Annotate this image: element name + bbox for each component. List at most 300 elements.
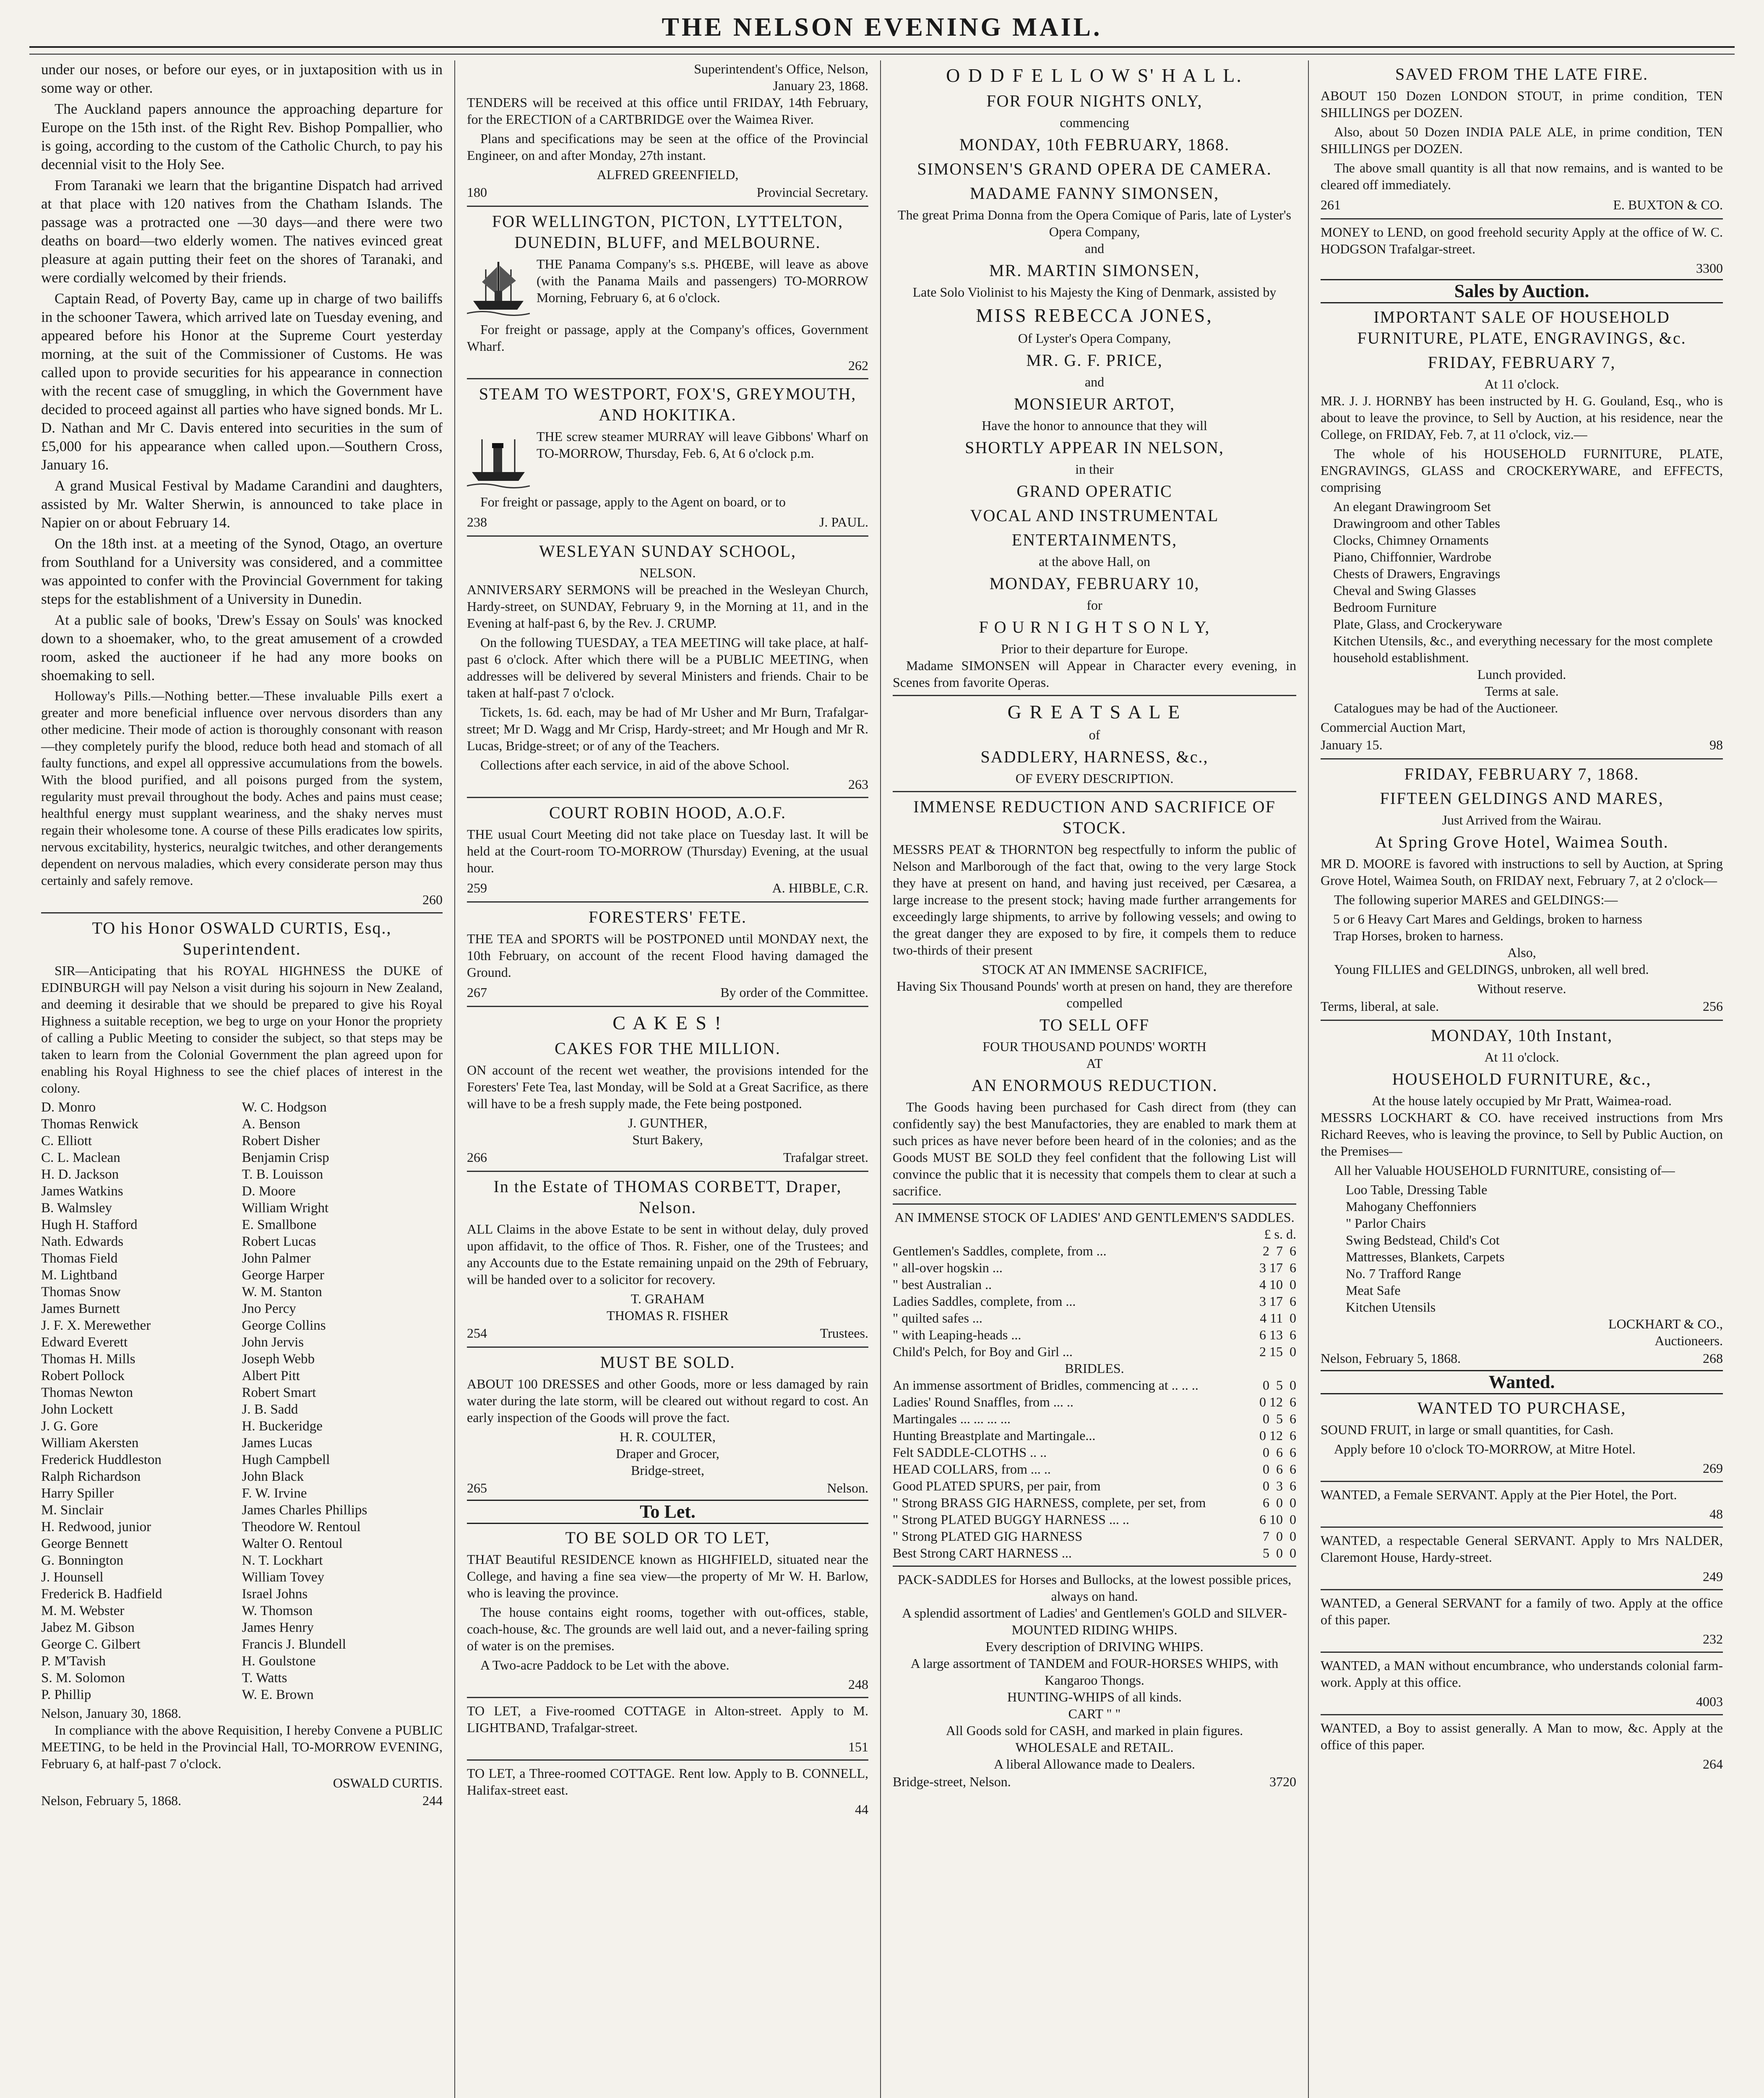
monday-heading: HOUSEHOLD FURNITURE, &c.,	[1392, 1070, 1652, 1088]
geldings-body-2: The following superior MARES and GELDINGS:—	[1334, 892, 1618, 907]
tender-meta	[467, 183, 868, 201]
price-value: 2 7 6	[1263, 1243, 1296, 1258]
divider	[1321, 1714, 1723, 1715]
divider	[893, 1203, 1296, 1205]
steamer-body-2: For freight or passage, apply to the Agent on board, or to	[480, 494, 786, 509]
signatory-name: Albert Pitt	[242, 1368, 300, 1383]
advert-number: 151	[848, 1739, 868, 1754]
steamer-meta	[467, 513, 868, 531]
wanted-advert: WANTED, a respectable General SERVANT. Apply to Mrs NALDER, Claremont House, Hardy-street.	[1321, 1533, 1723, 1565]
monday-sub: At the house lately occupied by Mr Pratt, Waimea-road.	[1372, 1093, 1672, 1108]
divider	[1321, 758, 1723, 759]
oddfellows-heading: O D D F E L L O W S' H A L L.	[946, 65, 1243, 86]
price-item: Gentlemen's Saddles, complete, from ...	[893, 1243, 1107, 1258]
advert-number: 269	[1703, 1461, 1723, 1476]
driving-whips: Every description of DRIVING WHIPS.	[985, 1639, 1204, 1654]
fire-meta	[1321, 196, 1723, 214]
signature-date: Nelson, February 5, 1868.	[41, 1793, 182, 1808]
advert-number: 264	[1703, 1756, 1723, 1772]
wanted-advert: WANTED, a General SERVANT for a family of two. Apply at the office of this paper.	[1321, 1595, 1723, 1627]
cakes-address: Trafalgar street.	[783, 1150, 868, 1165]
auction-mart-date: January 15.	[1321, 737, 1383, 752]
court-meta	[467, 879, 868, 897]
fire-heading: SAVED FROM THE LATE FIRE.	[1395, 65, 1649, 84]
requisition-body: SIR—Anticipating that his ROYAL HIGHNESS the DUKE of EDINBURGH will pay Nelson a visit during his sojourn in New Zealand, and deeming it desirable that we should be prepared to give his Royal Highness a suitable reception, we beg to urge on your Honor the propriety of calling a Public Meeting to consider the subject, so that steps may be taken to learn from the Colonial Government the plan agreed upon for enabling his Royal Highness to see the chief places of interest in the colony.	[41, 963, 443, 1096]
concert-line: F O U R N I G H T S O N L Y,	[979, 618, 1210, 637]
divider	[467, 797, 868, 798]
price-row	[893, 1545, 1296, 1561]
divider	[41, 912, 443, 913]
estate-heading: In the Estate of THOMAS CORBETT, Draper, Nelson.	[493, 1177, 842, 1217]
sale-body-2: The Goods having been purchased for Cash direct from (they can confidently say) the best Manufactories, they are enabled to mark them at such prices as have never before been heard of in the colonies; and as the Goods MUST BE SOLD they feel confident that the following List will convince the public that it is necessity that compels them to clear at such a sacrifice.	[893, 1099, 1296, 1198]
furniture-item: " Parlor Chairs	[1346, 1216, 1426, 1231]
signatory-name: Harry Spiller	[41, 1486, 114, 1501]
price-item: " best Australian ..	[893, 1277, 992, 1292]
wanted-body-2: Apply before 10 o'clock TO-MORROW, at Mitre Hotel.	[1334, 1441, 1636, 1456]
signatory-name: M. Lightband	[41, 1268, 117, 1283]
price-row	[893, 1477, 1296, 1494]
concert-line: Have the honor to announce that they will	[982, 418, 1207, 433]
price-row	[893, 1410, 1296, 1427]
signatory-name: William Tovey	[242, 1570, 324, 1585]
divider	[467, 1006, 868, 1007]
signature: OSWALD CURTIS.	[333, 1775, 443, 1790]
advert-number: 180	[467, 185, 487, 200]
auction-catalogue: Catalogues may be had of the Auctioneer.	[1334, 700, 1558, 715]
signatory-name: H. Redwood, junior	[41, 1519, 151, 1534]
advert-number: 232	[1703, 1631, 1723, 1647]
advert-number: 248	[848, 1677, 868, 1692]
auction-item: Plate, Glass, and Crockeryware	[1333, 616, 1502, 631]
wanted-body: SOUND FRUIT, in large or small quantities, for Cash.	[1321, 1422, 1614, 1437]
price-value: 0 6 6	[1263, 1445, 1296, 1460]
signatory-name: Nath. Edwards	[41, 1234, 124, 1249]
furniture-item: Mattresses, Blankets, Carpets	[1346, 1249, 1505, 1264]
concert-line: GRAND OPERATIC	[1016, 482, 1173, 501]
price-row	[893, 1326, 1296, 1343]
news-paragraph: At a public sale of books, 'Drew's Essay on Souls' was knocked down to a shoemaker, who, to the great amusement of a crowded room, asked the auctioneer if he had any more books on shoemaking to sell.	[41, 612, 443, 684]
advert-number: 268	[1703, 1351, 1723, 1366]
cakes-meta	[467, 1148, 868, 1166]
steamer-icon	[467, 428, 530, 491]
advert-number: 266	[467, 1150, 487, 1165]
hunting-whips: HUNTING-WHIPS of all kinds.	[1007, 1689, 1182, 1704]
signatory-name: James Watkins	[41, 1184, 123, 1199]
signatory-name: Jno Percy	[242, 1301, 296, 1316]
signatory-name: Ralph Richardson	[41, 1469, 141, 1484]
auction-item: Chests of Drawers, Engravings	[1333, 566, 1501, 581]
tolet-body-3: A Two-acre Paddock to be Let with the above.	[480, 1657, 730, 1673]
signatory-name: James Lucas	[242, 1435, 313, 1451]
divider	[467, 1171, 868, 1172]
monday-body-2: All her Valuable HOUSEHOLD FURNITURE, consisting of—	[1334, 1163, 1675, 1178]
signatory-name: M. M. Webster	[41, 1603, 125, 1618]
price-item: Child's Pelch, for Boy and Girl ...	[893, 1344, 1073, 1359]
fire-sign: E. BUXTON & CO.	[1613, 197, 1723, 212]
monday-date-2: Nelson, February 5, 1868.	[1321, 1351, 1461, 1366]
divider	[1321, 1020, 1723, 1021]
signatory-name: Hugh H. Stafford	[41, 1217, 138, 1232]
price-value: 3 17 6	[1259, 1260, 1296, 1275]
advert-number: 265	[467, 1480, 487, 1495]
price-row	[893, 1427, 1296, 1444]
horse-item: Trap Horses, broken to harness.	[1333, 928, 1503, 943]
divider	[1321, 218, 1723, 219]
advert-number: 256	[1703, 999, 1723, 1014]
furniture-item: Swing Bedstead, Child's Cot	[1346, 1232, 1500, 1247]
price-item: Ladies' Round Snaffles, from ... ..	[893, 1394, 1074, 1409]
signatory-name: J. B. Sadd	[242, 1402, 298, 1417]
concert-line: ENTERTAINMENTS,	[1011, 530, 1178, 549]
geldings-place: At Spring Grove Hotel, Waimea South.	[1375, 832, 1669, 851]
sale-line: AT	[1086, 1056, 1103, 1071]
cart-whips: CART " "	[1068, 1706, 1121, 1721]
price-row	[893, 1377, 1296, 1393]
auction-item: Drawingroom and other Tables	[1333, 516, 1500, 531]
signatory-name: Robert Disher	[242, 1133, 320, 1148]
concert-line: in their	[1075, 462, 1114, 477]
court-sign: A. HIBBLE, C.R.	[772, 880, 868, 895]
price-value: 4 11 0	[1260, 1310, 1296, 1326]
tender-role: Provincial Secretary.	[756, 185, 868, 200]
price-row	[893, 1461, 1296, 1477]
signatory-name: P. Phillip	[41, 1687, 91, 1702]
auction-terms: Terms at sale.	[1485, 684, 1559, 699]
signatory-name: Thomas H. Mills	[41, 1352, 135, 1367]
signatory-name: Edward Everett	[41, 1335, 128, 1350]
signatory-name: Thomas Snow	[41, 1284, 121, 1300]
signatory-name: H. Goulstone	[242, 1654, 316, 1669]
estate-trustees-label: Trustees.	[820, 1326, 868, 1341]
price-row	[893, 1259, 1296, 1276]
signatory-name: Frederick B. Hadfield	[41, 1587, 162, 1602]
advert-number: 259	[467, 880, 487, 895]
price-row	[893, 1511, 1296, 1528]
concert-line: MONDAY, FEBRUARY 10,	[989, 574, 1200, 593]
signatory-name: James Burnett	[41, 1301, 120, 1316]
divider	[467, 535, 868, 537]
sale-line: TO SELL OFF	[1039, 1015, 1150, 1034]
news-paragraph: under our noses, or before our eyes, or in juxtaposition with us in some way or other.	[41, 61, 443, 96]
monday-sign: LOCKHART & CO.,	[1608, 1316, 1723, 1331]
price-value: 0 5 0	[1263, 1378, 1296, 1393]
signatory-name: W. C. Hodgson	[242, 1100, 327, 1115]
sold-body: ABOUT 100 DRESSES and other Goods, more or less damaged by rain water during the late storm, will be cleared out without regard to cost. An early inspection of the Goods will prove the fact.	[467, 1376, 868, 1425]
concert-line: SIMONSEN'S GRAND OPERA DE CAMERA.	[917, 159, 1272, 178]
signatory-name: John Jervis	[242, 1335, 304, 1350]
news-paragraph: From Taranaki we learn that the brigantine Dispatch had arrived at that place with 120 natives from the Chatham Islands. The passage was a protracted one —30 days—and there were two deaths on board—two elderly women. The natives evinced great pleasure at again putting their feet on the shores of Taranaki, and were cordially welcomed by their friends.	[41, 177, 443, 286]
wesleyan-body-2: On the following TUESDAY, a TEA MEETING will take place, at half-past 6 o'clock. After which there will be a PUBLIC MEETING, when addresses will be delivered by several Ministers and friends. Chair to be taken at half-past 7 o'clock.	[467, 635, 868, 700]
geldings-heading: FIFTEEN GELDINGS AND MARES,	[1380, 789, 1664, 808]
tender-date: January 23, 1868.	[773, 78, 868, 93]
price-value: 6 0 0	[1263, 1495, 1296, 1510]
price-item: Martingales ... ... ... ...	[893, 1411, 1011, 1426]
concert-line: for	[1087, 598, 1102, 613]
wanted-advert: WANTED, a Boy to assist generally. A Man to mow, &c. Apply at the office of this paper.	[1321, 1720, 1723, 1752]
advert-number: 263	[848, 777, 868, 792]
price-item: Ladies Saddles, complete, from ...	[893, 1294, 1076, 1309]
sale-meta	[893, 1772, 1296, 1791]
requisition-heading: TO his Honor OSWALD CURTIS, Esq., Superintendent.	[92, 919, 392, 958]
price-row	[893, 1293, 1296, 1310]
fete-heading: FORESTERS' FETE.	[588, 908, 747, 926]
price-item: Hunting Breastplate and Martingale...	[893, 1428, 1096, 1443]
court-heading: COURT ROBIN HOOD, A.O.F.	[549, 803, 787, 822]
signatory-name: T. B. Louisson	[242, 1167, 323, 1182]
signatory-name: Benjamin Crisp	[242, 1150, 329, 1165]
auction-item: Piano, Chiffonnier, Wardrobe	[1333, 549, 1492, 564]
auction-meta	[1321, 736, 1723, 754]
news-paragraph: The Auckland papers announce the approaching departure for Europe on the 15th inst. of the Right Rev. Bishop Pompallier, who is going, according to the custom of the Catholic Church, to pay his decennial visit to the Holy See.	[41, 101, 443, 172]
advert-number: 3720	[1269, 1774, 1296, 1789]
advert-number: 238	[467, 514, 487, 530]
signatory-name: Theodore W. Rentoul	[242, 1519, 361, 1534]
signatory-name: Thomas Renwick	[41, 1117, 138, 1132]
signatories-left	[41, 1099, 242, 1703]
signatory-name: N. T. Lockhart	[242, 1553, 323, 1568]
concert-line: The great Prima Donna from the Opera Comique of Paris, late of Lyster's Opera Company,	[898, 207, 1291, 239]
advert-number: 48	[1709, 1506, 1723, 1521]
advert-number: 244	[422, 1793, 443, 1808]
advert-number: 44	[855, 1802, 868, 1817]
signatory-name: Francis J. Blundell	[242, 1637, 346, 1652]
horse-item: 5 or 6 Heavy Cart Mares and Geldings, broken to harness	[1333, 911, 1642, 926]
signatory-name: S. M. Solomon	[41, 1670, 125, 1686]
wanted-advert: WANTED, a Female SERVANT. Apply at the Pier Hotel, the Port.	[1321, 1487, 1677, 1502]
signatory-name: John Palmer	[242, 1251, 311, 1266]
concert-note: Madame SIMONSEN will Appear in Character every evening, in Scenes from favorite Operas.	[893, 658, 1296, 690]
sold-meta	[467, 1479, 868, 1497]
wesleyan-body-3: Tickets, 1s. 6d. each, may be had of Mr Usher and Mr Burn, Trafalgar-street; Mr D. Wagg and Mr Crisp, Hardy-street; and Mr Hough and Mr R. Lucas, Bridge-street; or of any of the Teachers.	[467, 705, 868, 753]
sale-address: Bridge-street, Nelson.	[893, 1774, 1011, 1789]
tender-office: Superintendent's Office, Nelson,	[694, 61, 868, 76]
news-paragraph: A grand Musical Festival by Madame Carandini and daughters, assisted by Mr. Walter Sherwin, is announced to take place in Napier on or about February 14.	[41, 478, 443, 531]
estate-body: ALL Claims in the above Estate to be sent in without delay, duly proved upon affidavit, to the office of Thos. R. Fisher, one of the Trustees; and any Accounts due to the Estate remaining unpaid on the 29th of February, will be handed over to a solicitor for recovery.	[467, 1221, 868, 1287]
signatory-name: C. L. Maclean	[41, 1150, 120, 1165]
shipping-heading: FOR WELLINGTON, PICTON, LYTTELTON, DUNEDIN, BLUFF, and MELBOURNE.	[492, 212, 844, 252]
furniture-item: No. 7 Trafford Range	[1346, 1266, 1461, 1281]
signatory-name: Walter O. Rentoul	[242, 1536, 343, 1551]
auction-item: Cheval and Swing Glasses	[1333, 583, 1476, 598]
concert-line: FOR FOUR NIGHTS ONLY,	[986, 91, 1203, 110]
cottage-advert: TO LET, a Three-roomed COTTAGE. Rent low. Apply to B. CONNELL, Halifax-street east.	[467, 1766, 868, 1798]
bridles-heading: BRIDLES.	[1065, 1361, 1124, 1376]
signatory-name: Joseph Webb	[242, 1352, 315, 1367]
divider	[893, 1566, 1296, 1567]
column-1	[29, 60, 455, 2098]
estate-meta	[467, 1324, 868, 1342]
shipping-body: THE Panama Company's s.s. PHŒBE, will leave as above (with the Panama Mails and passengers) TO-MORROW Morning, February 6, at 6 o'clock.	[537, 256, 868, 305]
signatory-name: J. F. X. Merewether	[41, 1318, 151, 1333]
signatory-name: M. Sinclair	[41, 1503, 104, 1518]
advert-number: 249	[1703, 1569, 1723, 1584]
fire-body: ABOUT 150 Dozen LONDON STOUT, in prime condition, TEN SHILLINGS per DOZEN.	[1321, 88, 1723, 120]
signatory-name: G. Bonnington	[41, 1553, 124, 1568]
price-item: " Strong PLATED BUGGY HARNESS ... ..	[893, 1512, 1129, 1527]
column-4	[1309, 60, 1735, 2098]
column-2	[455, 60, 881, 2098]
signatory-name: D. Monro	[41, 1100, 96, 1115]
price-value: 2 15 0	[1259, 1344, 1296, 1359]
price-value: 5 0 0	[1263, 1545, 1296, 1560]
signature-meta	[41, 1791, 443, 1810]
advert-number: 261	[1321, 197, 1341, 212]
price-value: 3 17 6	[1259, 1294, 1296, 1309]
news-paragraph: Captain Read, of Poverty Bay, came up in charge of two bailiffs in the schooner Tawera, which arrived late on Tuesday evening, and appeared before his Honor at the Supreme Court yesterday morning, at the suit of the Commissioner of Customs. He was called upon to provide securities for his appearance in connection with the recent case of smuggling, in which the Government have decided to proceed against all parties who have signed bonds. Mr L. D. Nathan and Mr C. Davis entered into securities in the sum of £5,000 for his appearance when called upon.—Southern Cross, January 16.	[41, 290, 443, 473]
signatory-name: J. Hounsell	[41, 1570, 104, 1585]
geldings-body: MR D. MOORE is favored with instructions to sell by Auction, at Spring Grove Hotel, Waimea South, on FRIDAY next, February 7, at 2 o'clock—	[1321, 856, 1723, 888]
sale-body: MESSRS PEAT & THORNTON beg respectfully to inform the public of Nelson and Marlborough of the fact that, owing to the very large Stock they have at present on hand, and having just received, per Cæsarea, a large increase to the present stock; having made further arrangements for exceedingly large shipments, to arrive by following vessels; and owing to the great danger they are exposed to by fire, it compels them to reduce two-thirds of their present	[893, 842, 1296, 958]
cakes-sub: CAKES FOR THE MILLION.	[555, 1039, 781, 1058]
advert-number: 260	[422, 892, 443, 907]
tender-body-2: Plans and specifications may be seen at the office of the Provincial Engineer, on and after Monday, 27th instant.	[467, 131, 868, 163]
cakes-sign: J. GUNTHER,	[628, 1115, 708, 1130]
geldings-also: Also,	[1507, 945, 1536, 960]
signatory-name: Thomas Newton	[41, 1385, 133, 1400]
auction-date: FRIDAY, FEBRUARY 7,	[1428, 353, 1616, 372]
sale-line: Having Six Thousand Pounds' worth at presen on hand, they are therefore compelled	[896, 979, 1292, 1010]
signatory-name: B. Walmsley	[41, 1200, 112, 1216]
auction-heading: IMPORTANT SALE OF HOUSEHOLD FURNITURE, PLATE, ENGRAVINGS, &c.	[1357, 308, 1686, 347]
fire-body-3: The above small quantity is all that now remains, and is wanted to be cleared off immediately.	[1321, 160, 1723, 192]
news-paragraph: On the 18th inst. at a meeting of the Synod, Otago, an overture from Southland for a University was considered, and a committee was appointed to confer with the Provincial Government for taking steps for the establishment of a University in Dunedin.	[41, 535, 443, 607]
price-item: HEAD COLLARS, from ... ..	[893, 1461, 1051, 1477]
divider	[467, 1346, 868, 1348]
signatory-name: George Collins	[242, 1318, 326, 1333]
sale-heading: G R E A T S A L E	[1007, 701, 1182, 723]
signatory-name: J. G. Gore	[41, 1419, 98, 1434]
signatory-name: George Bennett	[41, 1536, 128, 1551]
auction-mart: Commercial Auction Mart,	[1321, 720, 1466, 735]
wanted-heading: WANTED TO PURCHASE,	[1417, 1399, 1626, 1417]
furniture-item: Loo Table, Dressing Table	[1346, 1182, 1488, 1197]
price-row	[893, 1276, 1296, 1293]
wesleyan-heading: WESLEYAN SUNDAY SCHOOL,	[539, 542, 797, 561]
wesleyan-body: ANNIVERSARY SERMONS will be preached in the Wesleyan Church, Hardy-street, on SUNDAY, February 9, in the Morning at 11, and in the Evening at half-past 6, by the Rev. J. CRUMP.	[467, 582, 868, 631]
tolet-heading: TO BE SOLD OR TO LET,	[565, 1528, 770, 1547]
monday-date: MONDAY, 10th Instant,	[1430, 1026, 1613, 1045]
estate-trustee-2: THOMAS R. FISHER	[607, 1308, 729, 1323]
signatories-list	[41, 1099, 443, 1703]
signatory-name: W. Thomson	[242, 1603, 313, 1618]
furniture-item: Meat Safe	[1346, 1283, 1401, 1298]
ship-icon	[467, 256, 530, 318]
wanted-advert: WANTED, a MAN without encumbrance, who understands colonial farm-work. Apply at this office.	[1321, 1658, 1723, 1690]
signatory-name: A. Benson	[242, 1117, 300, 1132]
concert-line: SHORTLY APPEAR IN NELSON,	[965, 438, 1224, 457]
section-heading-wanted: Wanted.	[1321, 1370, 1723, 1394]
signatory-name: E. Smallbone	[242, 1217, 317, 1232]
advert-number: 98	[1709, 737, 1723, 752]
fete-meta	[467, 983, 868, 1002]
compliance-text: In compliance with the above Requisition, I hereby Convene a PUBLIC MEETING, to be held in the Provincial Hall, TO-MORROW EVENING, February 6, at half-past 7 o'clock.	[41, 1722, 443, 1771]
court-body: THE usual Court Meeting did not take place on Tuesday last. It will be held at the Court-room TO-MORROW (Thursday) Evening, at the usual hour.	[467, 827, 868, 875]
signatory-name: T. Watts	[242, 1670, 287, 1686]
sale-line: SADDLERY, HARNESS, &c.,	[980, 747, 1209, 766]
concert-line: and	[1084, 374, 1105, 389]
signatory-name: P. M'Tavish	[41, 1654, 106, 1669]
tender-body: TENDERS will be received at this office until FRIDAY, 14th February, for the ERECTION of a CARTBRIDGE over the Waimea River.	[467, 95, 868, 127]
auction-lunch: Lunch provided.	[1477, 667, 1566, 682]
signatory-name: Robert Lucas	[242, 1234, 316, 1249]
price-value: 0 5 6	[1263, 1411, 1296, 1426]
signatory-name: George C. Gilbert	[41, 1637, 141, 1652]
signatories-right	[242, 1099, 443, 1703]
price-value: 0 6 6	[1263, 1461, 1296, 1477]
steamer-agent: J. PAUL.	[819, 514, 868, 530]
tender-sign: ALFRED GREENFIELD,	[597, 167, 739, 182]
signatory-name: Robert Smart	[242, 1385, 316, 1400]
advert-number: 254	[467, 1326, 487, 1341]
price-item: " quilted safes ...	[893, 1310, 982, 1326]
stock-heading: AN IMMENSE STOCK OF LADIES' AND GENTLEMEN'S SADDLES.	[894, 1210, 1295, 1225]
bridles-price-list	[893, 1377, 1296, 1561]
price-row	[893, 1343, 1296, 1360]
signatory-name: C. Elliott	[41, 1133, 92, 1148]
money-advert: MONEY to LEND, on good freehold security Apply at the office of W. C. HODGSON Trafalgar-street.	[1321, 224, 1723, 256]
concert-line: at the above Hall, on	[1039, 554, 1150, 569]
sold-place: Nelson.	[827, 1480, 868, 1495]
signatory-name: William Akersten	[41, 1435, 139, 1451]
price-item: Felt SADDLE-CLOTHS .. ..	[893, 1445, 1047, 1460]
sale-line: FOUR THOUSAND POUNDS' WORTH	[982, 1039, 1206, 1054]
price-row	[893, 1242, 1296, 1259]
price-value: 7 0 0	[1263, 1529, 1296, 1544]
divider	[467, 378, 868, 379]
signatory-name: D. Moore	[242, 1184, 296, 1199]
concert-line: MR. G. F. PRICE,	[1026, 351, 1163, 370]
tandem-whips: A large assortment of TANDEM and FOUR-HORSES WHIPS, with Kangaroo Thongs.	[910, 1656, 1279, 1688]
price-item: " Strong PLATED GIG HARNESS	[893, 1529, 1083, 1544]
column-3	[881, 60, 1309, 2098]
signatory-name: Israel Johns	[242, 1587, 308, 1602]
concert-line: MISS REBECCA JONES,	[976, 305, 1213, 326]
sale-line: STOCK AT AN IMMENSE SACRIFICE,	[982, 962, 1207, 977]
signatory-name: James Henry	[242, 1620, 314, 1635]
signatory-name: Robert Pollock	[41, 1368, 125, 1383]
price-item: " all-over hogskin ...	[893, 1260, 1003, 1275]
auction-item: An elegant Drawingroom Set	[1333, 499, 1491, 514]
sold-heading: MUST BE SOLD.	[600, 1353, 735, 1372]
price-item: " with Leaping-heads ...	[893, 1327, 1021, 1342]
auction-item: Kitchen Utensils, &c., and everything necessary for the most complete household establishment.	[1333, 633, 1713, 665]
price-item: Best Strong CART HARNESS ...	[893, 1545, 1072, 1560]
tolet-body-2: The house contains eight rooms, together with out-offices, stable, coach-house, &c. The grounds are well laid out, and a never-failing spring of water is on the premises.	[467, 1605, 868, 1653]
advert-number: 262	[848, 358, 868, 373]
divider	[1321, 1527, 1723, 1528]
concert-line: MADAME FANNY SIMONSEN,	[969, 184, 1219, 203]
signatory-name: F. W. Irvine	[242, 1486, 307, 1501]
price-item: Good PLATED SPURS, per pair, from	[893, 1478, 1101, 1493]
advert-number: 267	[467, 985, 487, 1000]
steamer-heading: STEAM TO WESTPORT, FOX'S, GREYMOUTH, AND HOKITIKA.	[479, 384, 857, 424]
geldings-items	[1321, 911, 1723, 944]
auction-item: Bedroom Furniture	[1333, 600, 1437, 615]
price-item: " Strong BRASS GIG HARNESS, complete, per set, from	[893, 1495, 1206, 1510]
sold-sign-3: Bridge-street,	[631, 1463, 705, 1478]
advert-number: 4003	[1696, 1694, 1723, 1709]
wesleyan-sub: NELSON.	[639, 565, 696, 580]
signatory-name: Jabez M. Gibson	[41, 1620, 135, 1635]
allowance: A liberal Allowance made to Dealers.	[994, 1756, 1195, 1772]
masthead-title: THE NELSON EVENING MAIL.	[662, 13, 1102, 42]
monday-time: At 11 o'clock.	[1484, 1049, 1559, 1065]
signatory-name: H. Buckeridge	[242, 1419, 323, 1434]
price-item: An immense assortment of Bridles, commencing at .. .. ..	[893, 1378, 1199, 1393]
concert-line: Prior to their departure for Europe.	[1001, 641, 1188, 656]
estate-trustee-1: T. GRAHAM	[631, 1291, 705, 1306]
signatory-name: James Charles Phillips	[242, 1503, 367, 1518]
